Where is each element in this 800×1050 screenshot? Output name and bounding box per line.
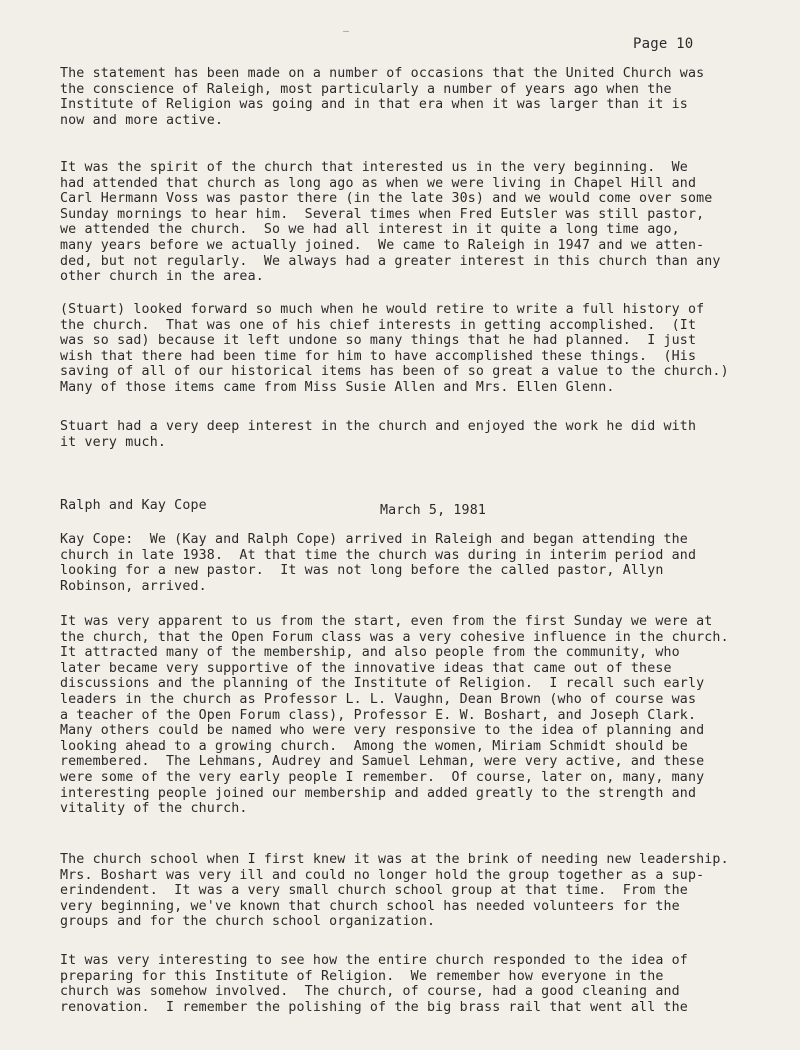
page-number: Page 10: [633, 36, 694, 52]
paragraph-stuart-interest: Stuart had a very deep interest in the church and enjoyed the work he did with it very much.: [60, 419, 697, 450]
paragraph-spirit-of-church: It was the spirit of the church that interested us in the very beginning. We had attended that church as long ago as when we were living in Chapel Hill and Carl Hermann Voss was pastor there (in the late 30s) and we would come over some Sunday mornings to hear him. Several times when Fred Eutsler was still pastor, we attended the church. So we had all interest in it quite a long time ago, many years before we actually joined. We came to Raleigh in 1947 and we atten- ded, but not regularly. We always had a greater interest in this church than any other church in the area.: [60, 160, 721, 285]
paragraph-institute-preparation: It was very interesting to see how the entire church responded to the idea of preparing for this Institute of Religion. We remember how everyone in the church was somehow involved. The church, of course, had a good cleaning and renovation. I remember the polishing of the big brass rail that went all the: [60, 953, 688, 1015]
interviewee-names: Ralph and Kay Cope: [60, 498, 207, 513]
stray-mark: –: [343, 26, 350, 37]
paragraph-open-forum: It was very apparent to us from the start, even from the first Sunday we were at the church, that the Open Forum class was a very cohesive influence in the church. It attracted many of the membership, and also people from the community, who later became very supportive of the innovative ideas that came out of these discussions and the planning of the Institute of Religion. I recall such early leaders in the church as Professor L. L. Vaughn, Dean Brown (who of course was a teacher of the Open Forum class), Professor E. W. Boshart, and Joseph Clark. Many others could be named who were very responsive to the idea of planning and looking ahead to a growing church. Among the women, Miriam Schmidt should be remembered. The Lehmans, Audrey and Samuel Lehman, were very active, and these were some of the very early people I remember. Of course, later on, many, many interesting people joined our membership and added greatly to the strength and vitality of the church.: [60, 614, 729, 817]
interview-date: March 5, 1981: [380, 503, 487, 518]
paragraph-church-school: The church school when I first knew it was at the brink of needing new leadership. Mrs. Boshart was very ill and could no longer hold the group together as a sup- erindendent. It was a very small church school group at that time. From the very beginning, we've known that church school has needed volunteers for the groups and for the church school organization.: [60, 852, 729, 930]
paragraph-united-church-conscience: The statement has been made on a number of occasions that the United Church was the conscience of Raleigh, most particularly a number of years ago when the Institute of Religion was going and in that era when it was larger than it is now and more active.: [60, 66, 705, 128]
paragraph-stuart-history: (Stuart) looked forward so much when he would retire to write a full history of the church. That was one of his chief interests in getting accomplished. (It was so sad) because it left undone so many things that he had planned. I just wish that there had been time for him to have accomplished these things. (His saving of all of our historical items has been of so great a value to the church.) Many of those items came from Miss Susie Allen and Mrs. Ellen Glenn.: [60, 302, 729, 395]
paragraph-kay-cope-arrival: Kay Cope: We (Kay and Ralph Cope) arrived in Raleigh and began attending the church in late 1938. At that time the church was during in interim period and looking for a new pastor. It was not long before the called pastor, Allyn Robinson, arrived.: [60, 532, 697, 594]
